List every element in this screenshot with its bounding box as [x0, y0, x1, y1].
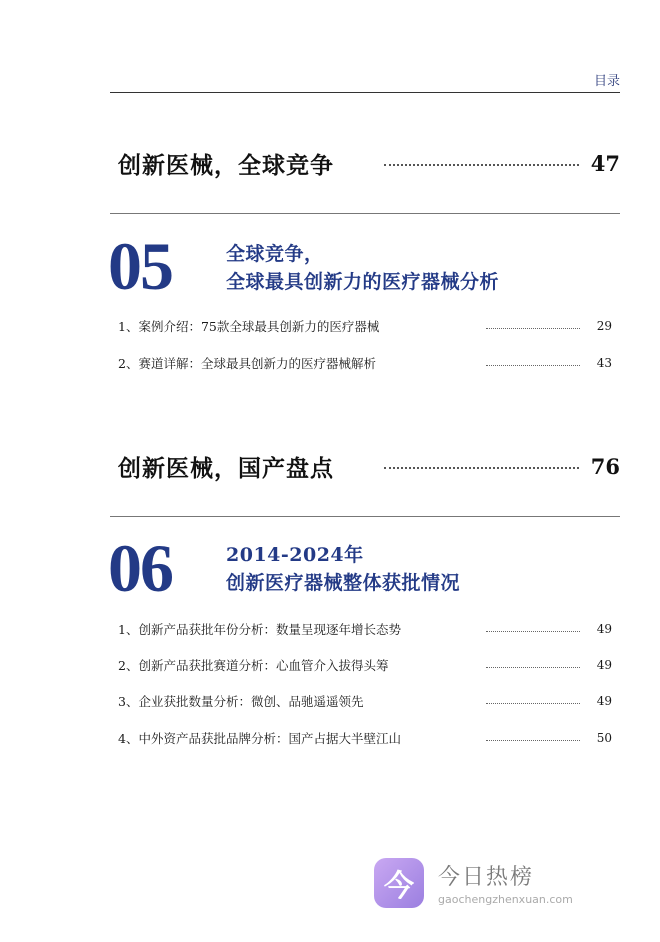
part-title: 创新医械，国产盘点	[118, 454, 334, 482]
chapter-title-line: 全球最具创新力的医疗器械分析	[226, 271, 500, 293]
watermark-subtitle: gaochengzhenxuan.com	[438, 893, 573, 906]
section-divider	[110, 213, 620, 214]
leader-dots	[486, 740, 580, 741]
chapter-number: 05	[108, 228, 172, 304]
entry-page-number: 29	[596, 319, 612, 333]
entry-page-number: 49	[596, 694, 612, 708]
entry-text: 2、创新产品获批赛道分析：心血管介入拔得头筹	[118, 658, 389, 673]
toc-entry[interactable]	[118, 619, 612, 639]
entry-text: 1、案例介绍：75款全球最具创新力的医疗器械	[118, 319, 380, 334]
part-title: 创新医械，全球竞争	[118, 151, 334, 179]
entry-page-number: 49	[596, 658, 612, 672]
entry-text: 2、赛道详解：全球最具创新力的医疗器械解析	[118, 356, 376, 371]
entry-text: 3、企业获批数量分析：微创、品驰遥遥领先	[118, 694, 364, 709]
watermark-text	[438, 860, 573, 906]
leader-dots	[486, 631, 580, 632]
entry-page-number: 43	[596, 356, 612, 370]
leader-dots	[486, 703, 580, 704]
part-heading[interactable]	[118, 451, 620, 481]
entry-text: 1、创新产品获批年份分析：数量呈现逐年增长态势	[118, 622, 401, 637]
entry-page-number: 50	[596, 731, 612, 745]
chapter-number: 06	[108, 530, 172, 606]
header-rule	[110, 92, 620, 93]
part-page-number: 47	[590, 150, 620, 176]
entry-text: 4、中外资产品获批品牌分析：国产占据大半壁江山	[118, 731, 401, 746]
chapter-title-line: 创新医疗器械整体获批情况	[226, 572, 461, 594]
leader-dots	[384, 467, 579, 469]
section-divider	[110, 516, 620, 517]
watermark-logo-icon: 今	[374, 858, 424, 908]
part-heading[interactable]	[118, 148, 620, 178]
chapter-title	[226, 240, 499, 296]
chapter-title-line: 全球竞争，	[226, 243, 324, 265]
watermark	[374, 858, 573, 908]
leader-dots	[384, 164, 579, 166]
toc-entry[interactable]	[118, 316, 612, 336]
entry-page-number: 49	[596, 622, 612, 636]
toc-entry[interactable]	[118, 655, 612, 675]
chapter-title	[226, 541, 460, 597]
toc-entry[interactable]	[118, 353, 612, 373]
toc-entry[interactable]	[118, 728, 612, 748]
header-label: 目录	[593, 74, 620, 89]
leader-dots	[486, 667, 580, 668]
part-page-number: 76	[590, 453, 620, 479]
leader-dots	[486, 365, 580, 366]
chapter-title-line: 2014-2024年	[226, 544, 364, 566]
leader-dots	[486, 328, 580, 329]
watermark-title: 今日热榜	[438, 865, 535, 890]
toc-entry[interactable]	[118, 691, 612, 711]
